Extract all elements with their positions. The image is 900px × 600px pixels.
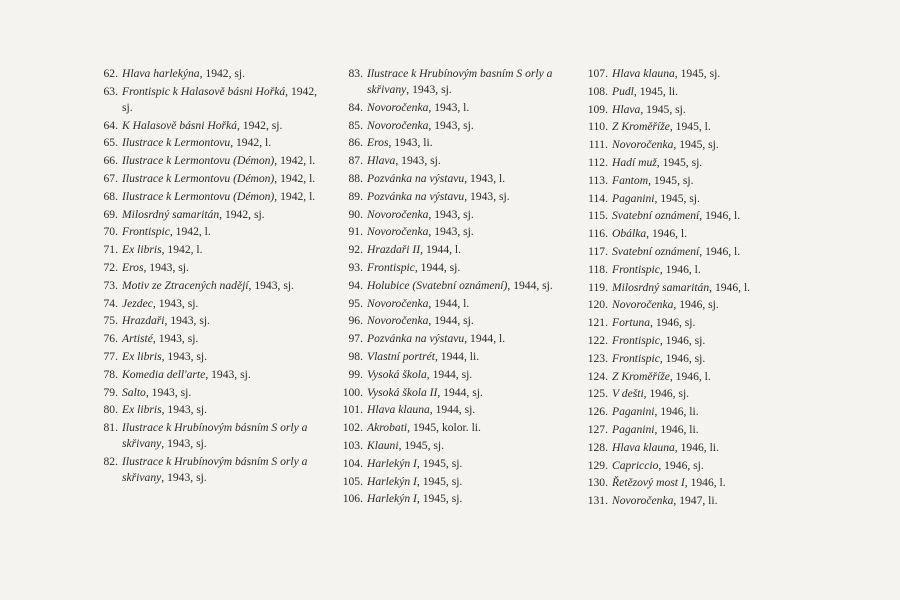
entry-details: , 1946, li. — [654, 422, 699, 436]
entry-details: , 1946, sj. — [673, 298, 719, 312]
entry-details: , 1946, l. — [669, 369, 711, 383]
entry-details: , 1944, l. — [428, 296, 470, 310]
catalog-entry — [582, 475, 832, 491]
catalog-entry — [337, 385, 573, 401]
entry-title: Ilustrace k Lermontovu (Démon) — [122, 154, 275, 168]
entry-title: Novoročenka — [612, 298, 674, 312]
entry-title: Frontispic — [122, 225, 170, 239]
catalog-entry — [96, 171, 328, 187]
entry-details: , 1942, sj. — [236, 118, 283, 132]
entry-number: 73. — [103, 278, 118, 292]
entry-title: Hadí muž — [612, 155, 657, 169]
catalog-entry — [337, 153, 573, 169]
entry-title: Z Kroměříže — [612, 120, 670, 134]
entry-number: 131. — [587, 494, 608, 508]
entry-number: 78. — [103, 367, 118, 381]
entry-number: 129. — [587, 458, 608, 472]
catalog-entry — [582, 244, 832, 260]
entry-details: , 1946, l. — [646, 227, 688, 241]
entry-number: 74. — [103, 296, 118, 310]
entry-number: 121. — [587, 316, 608, 330]
entry-number: 104. — [342, 456, 363, 470]
entry-details: , 1944, l. — [420, 243, 462, 257]
catalog-entry — [582, 84, 832, 100]
entry-number: 93. — [348, 260, 363, 274]
entry-title: Ilustrace k Hrubínovým básním S orly a skřivany — [122, 421, 308, 451]
entry-number: 117. — [588, 244, 608, 258]
entry-title: Novoročenka — [367, 314, 429, 328]
entry-title: Pudl — [612, 84, 634, 98]
catalog-entry — [96, 189, 328, 205]
entry-title: Hrazdaři — [122, 314, 165, 328]
entry-details: , 1945, sj. — [398, 438, 444, 452]
entry-details: , 1943, sj. — [406, 83, 452, 96]
entry-number: 98. — [348, 349, 363, 363]
entry-title: Frontispic — [367, 260, 415, 274]
entry-details: , 1945, li. — [633, 84, 679, 98]
catalog-entry — [582, 333, 832, 349]
entry-details: , 1943, li. — [388, 136, 433, 150]
catalog-entry — [96, 385, 328, 401]
catalog-entry — [337, 331, 573, 347]
entry-details: , 1946, l. — [699, 244, 741, 258]
entry-details: , 1945, sj. — [656, 155, 703, 169]
catalog-entry — [582, 458, 832, 474]
entry-number: 101. — [342, 403, 363, 417]
entry-title: Z Kroměříže — [612, 369, 670, 383]
entry-details: , 1943, sj. — [205, 367, 251, 381]
entry-title: Vysoká škola — [367, 367, 427, 381]
entry-details: , 1942, l. — [274, 189, 316, 203]
catalog-entry — [582, 404, 832, 420]
entry-title: Řetězový most I — [612, 476, 685, 490]
entry-details: , 1945, sj. — [416, 474, 463, 488]
entry-number: 85. — [348, 118, 363, 132]
catalog-entry — [96, 349, 328, 365]
entry-title: V dešti — [612, 387, 644, 401]
entry-details: , 1945, sj. — [416, 456, 463, 470]
entry-title: Obálka — [612, 227, 647, 241]
catalog-entry — [582, 119, 832, 135]
catalog-entry — [337, 189, 573, 205]
entry-title: Hlava harlekýna — [122, 67, 200, 80]
entry-details: , 1944, sj. — [414, 260, 461, 274]
entry-title: Motiv ze Ztracených nadějí — [122, 278, 249, 292]
entry-title: Hlava — [367, 154, 396, 168]
entry-number: 66. — [103, 154, 118, 168]
catalog-entry — [582, 493, 832, 509]
entry-title: Fantom — [612, 173, 649, 187]
entry-number: 123. — [587, 351, 608, 365]
entry-details: , 1946, l. — [699, 209, 741, 223]
entry-title: Hlava klauna — [612, 440, 675, 454]
entry-title: Artisté — [122, 332, 153, 346]
entry-number: 128. — [587, 440, 608, 454]
entry-details: , 1945, l. — [669, 120, 711, 134]
catalog-entry — [96, 153, 328, 169]
entry-title: Ex libris — [122, 243, 162, 257]
entry-number: 118. — [588, 262, 608, 276]
entry-details: , 1942, sj. — [122, 84, 318, 114]
entry-details: , 1946, l. — [709, 280, 751, 294]
entry-number: 126. — [587, 405, 608, 419]
entry-title: Akrobati — [367, 421, 408, 435]
entry-number: 125. — [587, 387, 608, 401]
catalog-entry — [337, 242, 573, 258]
entry-number: 119. — [588, 280, 608, 294]
entry-number: 91. — [348, 225, 363, 239]
catalog-column-2 — [337, 66, 573, 509]
entry-title: Novoročenka — [367, 100, 429, 114]
entry-details: , 1943, sj. — [428, 118, 474, 132]
entry-details: , 1945, sj. — [648, 173, 694, 187]
catalog-entry — [337, 207, 573, 223]
entry-number: 83. — [348, 67, 363, 80]
entry-details: , 1946, li. — [674, 440, 719, 454]
entry-title: Ilustrace k Hrubínovým básním S orly a skřivany — [122, 454, 308, 484]
entry-title: Klauni — [367, 438, 399, 452]
entry-details: , 1943, sj. — [428, 207, 474, 221]
catalog-entry — [582, 102, 832, 118]
entry-number: 87. — [348, 154, 363, 168]
catalog-entry — [582, 351, 832, 367]
entry-number: 113. — [588, 173, 608, 187]
catalog-entry — [337, 278, 573, 294]
entry-details: , 1942, l. — [169, 225, 211, 239]
catalog-entry — [582, 137, 832, 153]
entry-title: Novoročenka — [367, 207, 429, 221]
catalog-entry — [582, 315, 832, 331]
catalog-entry — [337, 402, 573, 418]
entry-title: Pozvánka na výstavu — [367, 189, 465, 203]
entry-number: 86. — [348, 136, 363, 150]
entry-title: Capriccio — [612, 458, 659, 472]
catalog-entry — [96, 118, 328, 134]
catalog-entry — [337, 349, 573, 365]
entry-number: 64. — [103, 118, 118, 132]
catalog-column-1 — [96, 66, 328, 488]
entry-details: , 1945, sj. — [416, 492, 463, 506]
entry-number: 114. — [588, 191, 608, 205]
entry-details: , 1943, sj. — [161, 349, 208, 363]
entry-number: 76. — [103, 332, 118, 346]
entry-number: 124. — [587, 369, 608, 383]
entry-details: , 1944, sj. — [428, 314, 474, 328]
entry-title: Harlekýn I — [367, 474, 417, 488]
catalog-entry — [96, 331, 328, 347]
entry-number: 81. — [103, 421, 118, 435]
entry-number: 92. — [348, 243, 363, 257]
catalog-entry — [96, 135, 328, 151]
entry-title: Eros — [367, 136, 389, 150]
entry-title: K Halasově básni Hořká — [122, 118, 237, 132]
entry-details: , 1946, sj. — [643, 387, 690, 401]
catalog-entry — [582, 262, 832, 278]
catalog-entry — [337, 118, 573, 134]
entry-details: , 1943, sj. — [145, 385, 192, 399]
entry-number: 62. — [103, 67, 118, 80]
entry-details: , 1942, l. — [274, 171, 316, 185]
catalog-entry — [582, 297, 832, 313]
entry-number: 95. — [348, 296, 363, 310]
entry-number: 105. — [342, 474, 363, 488]
entry-number: 70. — [103, 225, 118, 239]
catalog-entry — [337, 367, 573, 383]
catalog-entry — [96, 66, 328, 82]
entry-title: Novoročenka — [367, 118, 429, 132]
catalog-entry — [96, 278, 328, 294]
catalog-entry — [337, 135, 573, 151]
entry-number: 108. — [587, 84, 608, 98]
entry-number: 100. — [342, 385, 363, 399]
entry-title: Ilustrace k Hrubínovým basním S orly a skřivany — [367, 67, 553, 96]
entry-title: Salto — [122, 385, 146, 399]
entry-number: 89. — [348, 189, 363, 203]
entry-title: Frontispic — [612, 262, 660, 276]
entry-details: , 1946, li. — [654, 405, 699, 419]
entry-number: 107. — [587, 67, 608, 80]
catalog-entry — [582, 208, 832, 224]
catalog-entry — [582, 173, 832, 189]
entry-details: , 1943, sj. — [464, 189, 510, 203]
entry-title: Novoročenka — [367, 296, 429, 310]
entry-number: 90. — [348, 207, 363, 221]
entry-details: , 1946, l. — [659, 262, 701, 276]
entry-title: Hrazdaři II — [367, 243, 421, 257]
entry-title: Hlava klauna — [367, 403, 430, 417]
catalog-entry — [337, 438, 573, 454]
entry-title: Novoročenka — [612, 138, 674, 152]
entry-title: Ilustrace k Lermontovu (Démon) — [122, 189, 275, 203]
entry-number: 103. — [342, 438, 363, 452]
entry-title: Fortuna — [612, 316, 651, 330]
entry-number: 112. — [588, 155, 608, 169]
entry-details: , 1944, li. — [434, 349, 480, 363]
entry-number: 96. — [348, 314, 363, 328]
catalog-entry — [337, 474, 573, 490]
entry-number: 69. — [103, 207, 118, 221]
entry-details: , 1943, sj. — [161, 437, 207, 451]
entry-number: 111. — [588, 138, 608, 152]
entry-title: Paganini — [612, 422, 655, 436]
entry-number: 84. — [348, 100, 363, 114]
entry-number: 106. — [342, 492, 363, 506]
entry-number: 116. — [588, 227, 608, 241]
catalog-entry — [337, 100, 573, 116]
entry-number: 97. — [348, 332, 363, 346]
catalog-column-3 — [582, 66, 832, 511]
catalog-entry — [96, 207, 328, 223]
catalog-entry — [96, 296, 328, 312]
entry-title: Eros — [122, 260, 144, 274]
entry-details: , 1946, l. — [684, 476, 726, 490]
entry-title: Komedia dell'arte — [122, 367, 206, 381]
catalog-entry — [582, 369, 832, 385]
catalog-entry — [96, 224, 328, 240]
entry-title: Frontispic k Halasově básni Hořká — [122, 84, 286, 98]
entry-number: 130. — [587, 476, 608, 490]
entry-details: , 1943, sj. — [428, 225, 474, 239]
entry-details: , 1944, l. — [464, 332, 506, 346]
entry-number: 71. — [103, 243, 118, 257]
entry-title: Svatební oznámení — [612, 209, 700, 223]
entry-title: Pozvánka na výstavu — [367, 171, 465, 185]
catalog-entry — [582, 440, 832, 456]
entry-number: 68. — [103, 189, 118, 203]
entry-details: , 1943, sj. — [164, 314, 210, 328]
entry-number: 65. — [103, 136, 118, 150]
entry-title: Jezdec — [122, 296, 153, 310]
entry-details: , 1942, sj. — [219, 207, 265, 221]
entry-title: Hlava — [612, 102, 641, 116]
entry-title: Vlastní portrét — [367, 349, 435, 363]
entry-number: 99. — [348, 367, 363, 381]
entry-details: , 1946, sj. — [650, 316, 696, 330]
entry-details: , 1944, sj. — [507, 278, 553, 292]
entry-title: Ex libris — [122, 403, 162, 417]
entry-details: , 1943, sj. — [143, 260, 189, 274]
entry-details: , 1946, sj. — [659, 333, 706, 347]
catalog-entry — [582, 66, 832, 82]
entry-details: , 1943, sj. — [248, 278, 294, 292]
entry-details: , 1946, sj. — [659, 351, 706, 365]
entry-details: , 1942, sj. — [199, 67, 246, 80]
entry-number: 80. — [103, 403, 118, 417]
catalog-entry — [582, 280, 832, 296]
entry-number: 94. — [348, 278, 363, 292]
entry-title: Harlekýn I — [367, 456, 417, 470]
entry-number: 109. — [587, 102, 608, 116]
entry-title: Novoročenka — [612, 494, 674, 508]
entry-details: , 1943, sj. — [395, 154, 441, 168]
catalog-entry — [337, 296, 573, 312]
catalog-entry — [337, 171, 573, 187]
entry-details: , 1947, li. — [673, 494, 718, 508]
entry-number: 79. — [103, 385, 118, 399]
entry-title: Svatební oznámení — [612, 244, 700, 258]
entry-title: Paganini — [612, 405, 655, 419]
catalog-entry — [337, 420, 573, 436]
entry-details: , 1943, l. — [464, 171, 506, 185]
catalog-entry — [582, 422, 832, 438]
entry-number: 120. — [587, 298, 608, 312]
catalog-entry — [96, 402, 328, 418]
catalog-entry — [582, 386, 832, 402]
catalog-entry — [337, 224, 573, 240]
entry-details: , 1944, sj. — [437, 385, 483, 399]
catalog-entry — [337, 313, 573, 329]
entry-title: Novoročenka — [367, 225, 429, 239]
catalog-entry — [96, 242, 328, 258]
entry-details: , 1943, sj. — [152, 296, 199, 310]
entry-details: , 1944, sj. — [426, 367, 473, 381]
entry-details: , 1942, l. — [161, 243, 203, 257]
catalog-entry — [96, 260, 328, 276]
entry-title: Harlekýn I — [367, 492, 417, 506]
entry-title: Vysoká škola II — [367, 385, 438, 399]
entry-number: 127. — [587, 422, 608, 436]
entry-title: Ilustrace k Lermontovu (Démon) — [122, 171, 275, 185]
catalog-entry — [96, 367, 328, 383]
entry-details: , 1945, sj. — [673, 138, 719, 152]
entry-details: , 1943, l. — [428, 100, 470, 114]
entry-details: , 1944, sj. — [429, 403, 476, 417]
catalog-entry — [582, 155, 832, 171]
catalog-entry — [96, 313, 328, 329]
entry-number: 67. — [103, 171, 118, 185]
entry-details: , 1946, sj. — [658, 458, 704, 472]
entry-title: Pozvánka na výstavu — [367, 332, 465, 346]
entry-details: , 1945, kolor. li. — [407, 421, 481, 435]
entry-details: , 1942, l. — [230, 136, 272, 150]
catalog-entry — [582, 226, 832, 242]
entry-details: , 1945, sj. — [640, 102, 686, 116]
catalog-entry — [337, 260, 573, 276]
entry-title: Frontispic — [612, 351, 660, 365]
entry-number: 115. — [588, 209, 608, 223]
catalog-entry — [337, 491, 573, 507]
entry-title: Hlava klauna — [612, 67, 675, 80]
catalog-entry — [337, 66, 573, 98]
entry-details: , 1945, sj. — [674, 67, 721, 80]
entry-details: , 1943, sj. — [161, 403, 208, 417]
entry-number: 88. — [348, 171, 363, 185]
entry-number: 63. — [103, 84, 118, 98]
entry-title: Frontispic — [612, 333, 660, 347]
entry-title: Ex libris — [122, 349, 162, 363]
catalog-entry — [96, 454, 328, 486]
catalog-entry — [96, 420, 328, 452]
entry-details: , 1943, sj. — [152, 332, 199, 346]
entry-details: , 1942, l. — [274, 154, 316, 168]
entry-number: 82. — [103, 454, 118, 468]
entry-number: 77. — [103, 349, 118, 363]
entry-title: Paganini — [612, 191, 655, 205]
catalog-entry — [582, 191, 832, 207]
entry-details: , 1945, sj. — [654, 191, 700, 205]
entry-number: 110. — [588, 120, 608, 134]
entry-title: Milosrdný samaritán — [612, 280, 710, 294]
entry-title: Ilustrace k Lermontovu — [122, 136, 231, 150]
entry-number: 72. — [103, 260, 118, 274]
entry-number: 122. — [587, 333, 608, 347]
catalog-entry — [96, 84, 328, 116]
catalog-entry — [337, 456, 573, 472]
entry-title: Holubice (Svatební oznámení) — [367, 278, 508, 292]
entry-number: 102. — [342, 421, 363, 435]
entry-title: Milosrdný samaritán — [122, 207, 220, 221]
entry-details: , 1943, sj. — [161, 470, 207, 484]
entry-number: 75. — [103, 314, 118, 328]
